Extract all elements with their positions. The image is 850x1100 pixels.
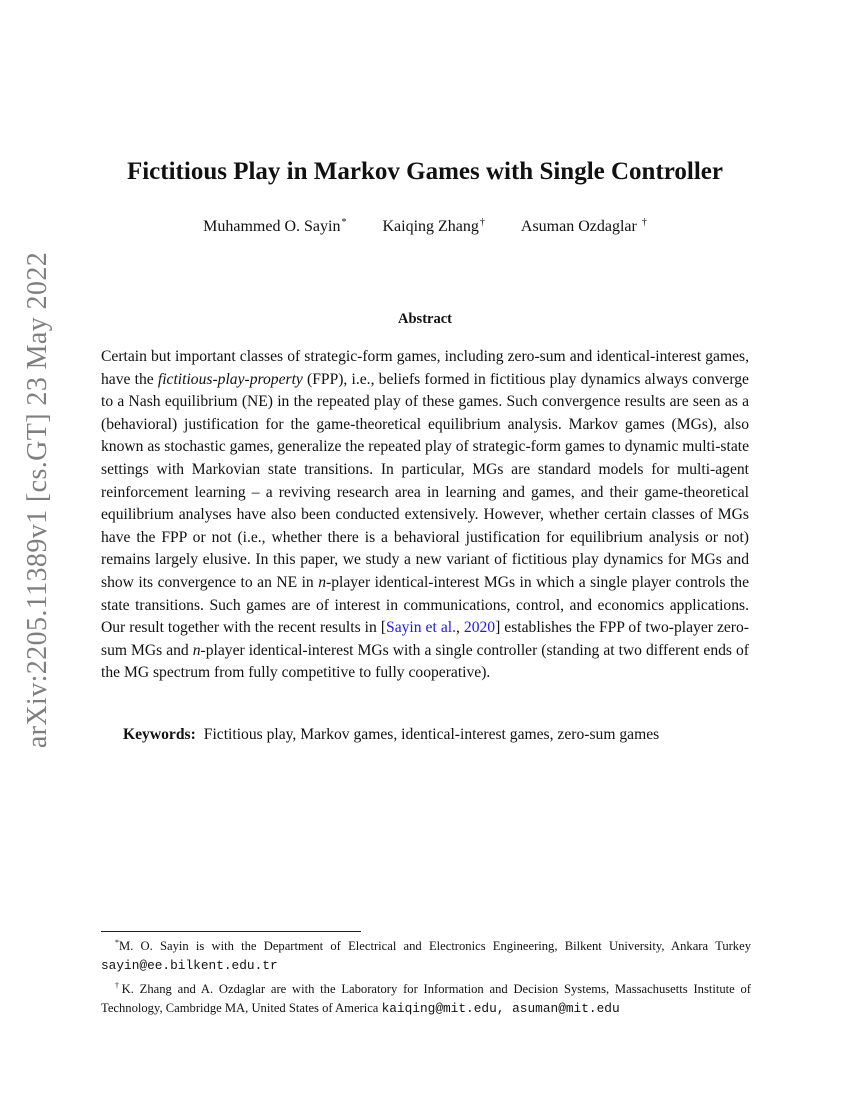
citation-link-year[interactable]: 2020: [463, 619, 496, 637]
abstract-heading: Abstract: [398, 311, 452, 327]
author-list: [100, 212, 750, 238]
math-n: n: [192, 641, 201, 659]
arxiv-identifier-stamp: arXiv:2205.11389v1 [cs.GT] 23 May 2022: [22, 251, 53, 749]
footnote-email: kaiqing@mit.edu, asuman@mit.edu: [381, 1000, 620, 1016]
citation-link-authors[interactable]: Sayin et al.: [386, 619, 456, 637]
citation-separator: ,: [455, 619, 464, 637]
keywords-text: Fictitious play, Markov games, identical-interest games, zero-sum games: [203, 726, 660, 743]
footnote-sayin: [101, 934, 751, 975]
abstract-body: [101, 346, 749, 685]
author-affiliation-mark: †: [641, 217, 647, 228]
abstract-text: -player identical-interest MGs with a single controller (standing at two different ends of the MG spectrum from fully competitive to fully cooperative).: [101, 641, 749, 682]
footnote-divider: [101, 931, 361, 932]
footnote-zhang-ozdaglar: [101, 977, 751, 1018]
footnote-mark: *: [115, 938, 119, 947]
author-ozdaglar: [521, 212, 647, 238]
author-sayin: [203, 212, 346, 238]
author-name: Muhammed O. Sayin: [203, 218, 341, 235]
author-affiliation-mark: *: [341, 217, 347, 228]
author-zhang: [382, 212, 484, 238]
fpp-term: fictitious-play-property: [157, 370, 303, 388]
abstract-text: ] establishes the FPP of two-player zero-sum MGs and: [101, 619, 749, 659]
footnote-email: sayin@ee.bilkent.edu.tr: [101, 957, 278, 973]
math-n: n: [318, 573, 326, 591]
keywords-label: Keywords:: [123, 726, 196, 743]
author-name: Kaiqing Zhang: [382, 218, 479, 235]
footnote-mark: †: [115, 981, 122, 990]
abstract-text: -player identical-interest MGs in which a single player controls the state transitions. Such games are of interest in communications, control, and economics applications. Our result together with the recent results in [: [101, 573, 749, 637]
author-name: Asuman Ozdaglar: [520, 218, 637, 235]
abstract-text: Certain but important classes of strategic-form games, including zero-sum and identical-interest games, have the: [101, 348, 749, 388]
abstract-text: (FPP), i.e., beliefs formed in fictitious play dynamics always converge to a Nash equilibrium (NE) in the repeated play of these games. Such convergence results are seen as a (behavioral) justification for the game-theoretical equilibrium analysis. Markov games (MGs), also known as stochastic games, generalize the repeated play of strategic-form games to dynamic multi-state settings with Markovian state transitions. In particular, MGs are standard models for multi-agent reinforcement learning – a reviving research area in learning and games, and their game-theoretical equilibrium analyses have also been conducted extensively. However, whether certain classes of MGs have the FPP or not (i.e., whether there is a behavioral justification for equilibrium analysis or not) remains largely elusive. In this paper, we study a new variant of fictitious play dynamics for MGs and show its convergence to an NE in: [101, 370, 749, 591]
keywords-line: [123, 724, 750, 746]
paper-title: Fictitious Play in Markov Games with Single Controller: [126, 158, 724, 185]
author-affiliation-mark: †: [479, 217, 485, 228]
footnote-text: K. Zhang and A. Ozdaglar are with the Laboratory for Information and Decision Systems, Massachusetts Institute of Technology, Cambridge MA, United States of America: [101, 982, 751, 1015]
footnotes: [101, 934, 751, 1020]
footnote-text: M. O. Sayin is with the Department of Electrical and Electronics Engineering, Bilkent University, Ankara Turkey: [119, 939, 751, 953]
